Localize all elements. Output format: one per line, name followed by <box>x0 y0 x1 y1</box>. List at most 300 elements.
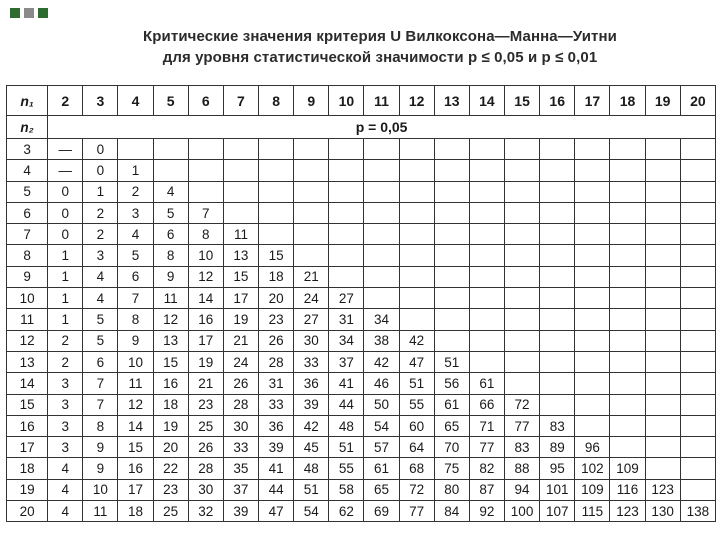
table-cell: 23 <box>188 394 223 415</box>
table-cell <box>575 139 610 160</box>
table-cell: 83 <box>540 415 575 436</box>
table-cell <box>680 458 715 479</box>
table-cell <box>505 202 540 223</box>
table-cell <box>610 224 645 245</box>
n1-label: n₁ <box>7 86 48 116</box>
table-cell: 69 <box>364 501 399 522</box>
table-cell: 33 <box>259 394 294 415</box>
table-cell: 89 <box>540 437 575 458</box>
table-cell <box>610 415 645 436</box>
table-cell <box>680 415 715 436</box>
table-cell: 33 <box>223 437 258 458</box>
table-cell <box>575 351 610 372</box>
n2-row-header: 16 <box>7 415 48 436</box>
table-cell: 46 <box>364 373 399 394</box>
table-cell: 11 <box>223 224 258 245</box>
table-cell: 138 <box>680 501 715 522</box>
table-cell: 2 <box>83 224 118 245</box>
table-cell: 8 <box>188 224 223 245</box>
table-cell: 101 <box>540 479 575 500</box>
table-cell: 47 <box>399 351 434 372</box>
table-cell <box>505 139 540 160</box>
n2-row-header: 9 <box>7 266 48 287</box>
table-cell: 4 <box>48 501 83 522</box>
table-cell: 1 <box>48 309 83 330</box>
table-cell <box>610 351 645 372</box>
table-cell <box>329 224 364 245</box>
table-cell <box>680 245 715 266</box>
table-cell <box>364 160 399 181</box>
table-cell <box>505 309 540 330</box>
table-cell: 0 <box>83 139 118 160</box>
table-cell: 41 <box>329 373 364 394</box>
table-cell <box>505 373 540 394</box>
table-cell: 27 <box>329 288 364 309</box>
table-cell <box>680 351 715 372</box>
table-cell <box>505 351 540 372</box>
table-row <box>7 330 716 351</box>
title-line-1: Критические значения критерия U Вилкоксона—Манна—Уитни <box>143 28 617 45</box>
table-cell: 92 <box>469 501 504 522</box>
table-cell: 10 <box>118 351 153 372</box>
table-cell: 44 <box>329 394 364 415</box>
table-cell <box>505 330 540 351</box>
table-row <box>7 501 716 522</box>
table-cell <box>505 245 540 266</box>
table-cell: 39 <box>259 437 294 458</box>
table-cell: 115 <box>575 501 610 522</box>
table-cell: 16 <box>153 373 188 394</box>
table-cell: 6 <box>118 266 153 287</box>
table-cell: 12 <box>188 266 223 287</box>
table-cell: 1 <box>48 266 83 287</box>
table-cell <box>505 266 540 287</box>
n1-header-cell: 20 <box>680 86 715 116</box>
table-cell: 30 <box>294 330 329 351</box>
table-cell: 27 <box>294 309 329 330</box>
table-cell: 31 <box>259 373 294 394</box>
table-cell: 20 <box>153 437 188 458</box>
table-cell <box>469 139 504 160</box>
table-cell: 17 <box>223 288 258 309</box>
table-cell: 30 <box>223 415 258 436</box>
table-row <box>7 479 716 500</box>
table-cell <box>364 266 399 287</box>
table-cell: 1 <box>118 160 153 181</box>
table-cell: 15 <box>118 437 153 458</box>
table-cell <box>575 415 610 436</box>
table-cell <box>645 139 680 160</box>
table-cell: 66 <box>469 394 504 415</box>
table-cell <box>469 181 504 202</box>
table-title <box>60 26 700 68</box>
table-cell <box>540 139 575 160</box>
table-cell <box>364 245 399 266</box>
table-cell <box>505 160 540 181</box>
table-cell: 5 <box>83 309 118 330</box>
table-cell: 1 <box>83 181 118 202</box>
table-cell: 16 <box>118 458 153 479</box>
table-cell <box>364 224 399 245</box>
table-cell <box>645 458 680 479</box>
table-cell: 4 <box>153 181 188 202</box>
table-cell: 24 <box>223 351 258 372</box>
table-cell: 14 <box>188 288 223 309</box>
table-cell: 44 <box>259 479 294 500</box>
table-cell: 50 <box>364 394 399 415</box>
table-cell <box>540 245 575 266</box>
table-cell <box>188 139 223 160</box>
table-cell: 0 <box>83 160 118 181</box>
table-cell: 3 <box>118 202 153 223</box>
table-cell: 56 <box>434 373 469 394</box>
table-cell <box>469 202 504 223</box>
table-cell: 31 <box>329 309 364 330</box>
table-cell: 19 <box>223 309 258 330</box>
table-cell <box>399 181 434 202</box>
table-cell: 13 <box>153 330 188 351</box>
table-cell: 25 <box>153 501 188 522</box>
table-cell: 30 <box>188 479 223 500</box>
table-cell <box>399 309 434 330</box>
table-cell: 47 <box>259 501 294 522</box>
table-cell <box>434 224 469 245</box>
table-cell: 68 <box>399 458 434 479</box>
table-row <box>7 415 716 436</box>
table-cell <box>645 373 680 394</box>
table-cell <box>645 415 680 436</box>
table-cell: 7 <box>118 288 153 309</box>
table-cell <box>434 245 469 266</box>
table-cell <box>540 224 575 245</box>
table-cell: 0 <box>48 202 83 223</box>
table-cell: 33 <box>294 351 329 372</box>
table-cell <box>364 181 399 202</box>
table-cell <box>680 202 715 223</box>
table-cell: 61 <box>469 373 504 394</box>
table-cell: 41 <box>259 458 294 479</box>
table-cell <box>540 181 575 202</box>
table-cell: — <box>48 139 83 160</box>
table-cell <box>188 181 223 202</box>
table-cell: 96 <box>575 437 610 458</box>
n2-row-header: 5 <box>7 181 48 202</box>
table-cell <box>610 437 645 458</box>
table-cell <box>469 309 504 330</box>
table-row <box>7 351 716 372</box>
table-cell <box>680 330 715 351</box>
table-cell: 4 <box>48 479 83 500</box>
table-cell <box>610 160 645 181</box>
table-cell: 123 <box>645 479 680 500</box>
table-row <box>7 245 716 266</box>
n1-header-cell: 6 <box>188 86 223 116</box>
table-cell: 1 <box>48 288 83 309</box>
table-cell <box>329 266 364 287</box>
table-cell <box>575 330 610 351</box>
table-cell: 23 <box>259 309 294 330</box>
table-cell <box>399 266 434 287</box>
table-cell: 21 <box>223 330 258 351</box>
table-cell <box>575 181 610 202</box>
table-cell <box>364 139 399 160</box>
table-cell <box>610 394 645 415</box>
table-cell <box>680 437 715 458</box>
table-cell: 4 <box>48 458 83 479</box>
table-cell: 71 <box>469 415 504 436</box>
table-cell <box>399 139 434 160</box>
table-cell: 3 <box>48 394 83 415</box>
n2-row-header: 15 <box>7 394 48 415</box>
table-cell <box>505 181 540 202</box>
table-cell <box>575 160 610 181</box>
table-cell <box>645 330 680 351</box>
table-cell <box>294 245 329 266</box>
table-cell <box>329 181 364 202</box>
table-cell: 42 <box>364 351 399 372</box>
table-cell: 7 <box>83 373 118 394</box>
table-cell: 9 <box>118 330 153 351</box>
n1-header-cell: 9 <box>294 86 329 116</box>
table-cell <box>645 202 680 223</box>
table-cell: 83 <box>505 437 540 458</box>
table-cell: 62 <box>329 501 364 522</box>
table-row <box>7 309 716 330</box>
table-cell <box>469 224 504 245</box>
table-cell: 11 <box>153 288 188 309</box>
table-cell: 3 <box>48 415 83 436</box>
table-cell: 13 <box>223 245 258 266</box>
table-cell: 5 <box>118 245 153 266</box>
table-cell: 26 <box>223 373 258 394</box>
table-cell <box>434 202 469 223</box>
table-row <box>7 160 716 181</box>
table-cell: 64 <box>399 437 434 458</box>
table-cell: 2 <box>48 330 83 351</box>
table-cell: 87 <box>469 479 504 500</box>
n2-label: n₂ <box>7 116 48 139</box>
table-cell: 34 <box>329 330 364 351</box>
table-cell <box>329 139 364 160</box>
table-cell: 7 <box>83 394 118 415</box>
table-cell <box>610 245 645 266</box>
table-cell: 107 <box>540 501 575 522</box>
table-cell: 72 <box>505 394 540 415</box>
table-cell: 55 <box>329 458 364 479</box>
table-cell <box>469 330 504 351</box>
table-cell <box>259 202 294 223</box>
table-cell <box>645 351 680 372</box>
table-cell <box>259 139 294 160</box>
n1-header-cell: 19 <box>645 86 680 116</box>
table-cell: 51 <box>434 351 469 372</box>
n1-header-cell: 3 <box>83 86 118 116</box>
table-cell: 18 <box>259 266 294 287</box>
table-row <box>7 373 716 394</box>
table-cell <box>610 330 645 351</box>
table-cell: 5 <box>83 330 118 351</box>
table-cell: 15 <box>259 245 294 266</box>
table-cell: 57 <box>364 437 399 458</box>
table-cell <box>540 202 575 223</box>
table-cell <box>610 373 645 394</box>
table-cell: 20 <box>259 288 294 309</box>
table-cell <box>680 288 715 309</box>
n2-row-header: 12 <box>7 330 48 351</box>
table-cell: 77 <box>505 415 540 436</box>
table-cell: 32 <box>188 501 223 522</box>
table-cell <box>540 288 575 309</box>
table-cell: 21 <box>188 373 223 394</box>
n1-header-cell: 2 <box>48 86 83 116</box>
table-cell: 48 <box>329 415 364 436</box>
table-cell: 48 <box>294 458 329 479</box>
table-cell <box>329 245 364 266</box>
table-cell <box>294 160 329 181</box>
table-cell: 65 <box>364 479 399 500</box>
table-cell <box>575 309 610 330</box>
table-cell: 18 <box>153 394 188 415</box>
table-cell <box>434 266 469 287</box>
n1-header-cell: 13 <box>434 86 469 116</box>
table-cell <box>645 288 680 309</box>
table-cell <box>223 181 258 202</box>
table-cell <box>575 288 610 309</box>
table-cell: 100 <box>505 501 540 522</box>
table-cell: 51 <box>294 479 329 500</box>
n2-row-header: 19 <box>7 479 48 500</box>
table-cell <box>575 394 610 415</box>
table-cell: 24 <box>294 288 329 309</box>
table-cell <box>680 373 715 394</box>
table-cell: 10 <box>188 245 223 266</box>
n1-header-cell: 14 <box>469 86 504 116</box>
p-level-label: p = 0,05 <box>48 116 716 139</box>
table-cell <box>540 309 575 330</box>
table-cell <box>680 309 715 330</box>
n1-header-row <box>7 86 716 116</box>
table-cell <box>434 309 469 330</box>
table-cell: 34 <box>364 309 399 330</box>
table-cell: 15 <box>153 351 188 372</box>
table-cell <box>188 160 223 181</box>
table-cell <box>645 394 680 415</box>
n1-header-cell: 16 <box>540 86 575 116</box>
table-cell: 102 <box>575 458 610 479</box>
table-cell <box>575 266 610 287</box>
table-cell: 42 <box>294 415 329 436</box>
n1-header-cell: 11 <box>364 86 399 116</box>
table-cell <box>434 288 469 309</box>
table-cell <box>329 202 364 223</box>
table-cell <box>294 181 329 202</box>
table-cell: 39 <box>223 501 258 522</box>
table-cell <box>540 266 575 287</box>
table-cell <box>680 160 715 181</box>
table-cell <box>575 202 610 223</box>
table-cell: 28 <box>223 394 258 415</box>
table-cell: 2 <box>118 181 153 202</box>
table-cell: 12 <box>153 309 188 330</box>
n2-row-header: 14 <box>7 373 48 394</box>
table-cell: 7 <box>188 202 223 223</box>
table-cell <box>610 181 645 202</box>
n1-header-cell: 17 <box>575 86 610 116</box>
table-cell <box>645 181 680 202</box>
table-cell <box>610 309 645 330</box>
table-row <box>7 437 716 458</box>
table-cell: 94 <box>505 479 540 500</box>
table-cell <box>399 224 434 245</box>
slide-bullet-decoration <box>10 8 48 18</box>
table-cell <box>469 160 504 181</box>
table-cell: 130 <box>645 501 680 522</box>
table-cell: 25 <box>188 415 223 436</box>
table-cell: 36 <box>294 373 329 394</box>
table-cell: 8 <box>153 245 188 266</box>
table-cell: 3 <box>83 245 118 266</box>
table-cell: 12 <box>118 394 153 415</box>
table-cell <box>680 394 715 415</box>
table-cell <box>469 288 504 309</box>
table-cell: 2 <box>48 351 83 372</box>
table-cell: 17 <box>118 479 153 500</box>
table-cell: 4 <box>83 266 118 287</box>
table-cell: 15 <box>223 266 258 287</box>
table-cell <box>223 139 258 160</box>
table-cell: 0 <box>48 224 83 245</box>
table-cell <box>259 224 294 245</box>
table-cell <box>645 266 680 287</box>
table-cell <box>434 139 469 160</box>
table-cell: 123 <box>610 501 645 522</box>
table-cell <box>153 139 188 160</box>
table-cell: 70 <box>434 437 469 458</box>
n2-row-header: 17 <box>7 437 48 458</box>
table-cell: 54 <box>294 501 329 522</box>
n1-header-cell: 5 <box>153 86 188 116</box>
table-cell: 37 <box>329 351 364 372</box>
table-cell: 0 <box>48 181 83 202</box>
table-cell: 61 <box>364 458 399 479</box>
n2-row-header: 6 <box>7 202 48 223</box>
table-cell: 61 <box>434 394 469 415</box>
table-cell: 1 <box>48 245 83 266</box>
table-cell <box>329 160 364 181</box>
table-row <box>7 181 716 202</box>
n2-row-header: 8 <box>7 245 48 266</box>
table-cell: 4 <box>118 224 153 245</box>
table-cell <box>399 160 434 181</box>
table-cell <box>399 288 434 309</box>
n2-row-header: 7 <box>7 224 48 245</box>
table-cell <box>645 437 680 458</box>
n1-header-cell: 12 <box>399 86 434 116</box>
table-cell <box>610 266 645 287</box>
n2-row-header: 11 <box>7 309 48 330</box>
table-cell: 55 <box>399 394 434 415</box>
table-cell: 8 <box>118 309 153 330</box>
table-cell <box>294 224 329 245</box>
n1-header-cell: 10 <box>329 86 364 116</box>
bullet-square-1 <box>10 8 20 18</box>
table-cell: — <box>48 160 83 181</box>
table-cell <box>610 288 645 309</box>
table-cell <box>118 139 153 160</box>
table-cell <box>680 266 715 287</box>
n2-row-header: 18 <box>7 458 48 479</box>
n2-row-header: 4 <box>7 160 48 181</box>
